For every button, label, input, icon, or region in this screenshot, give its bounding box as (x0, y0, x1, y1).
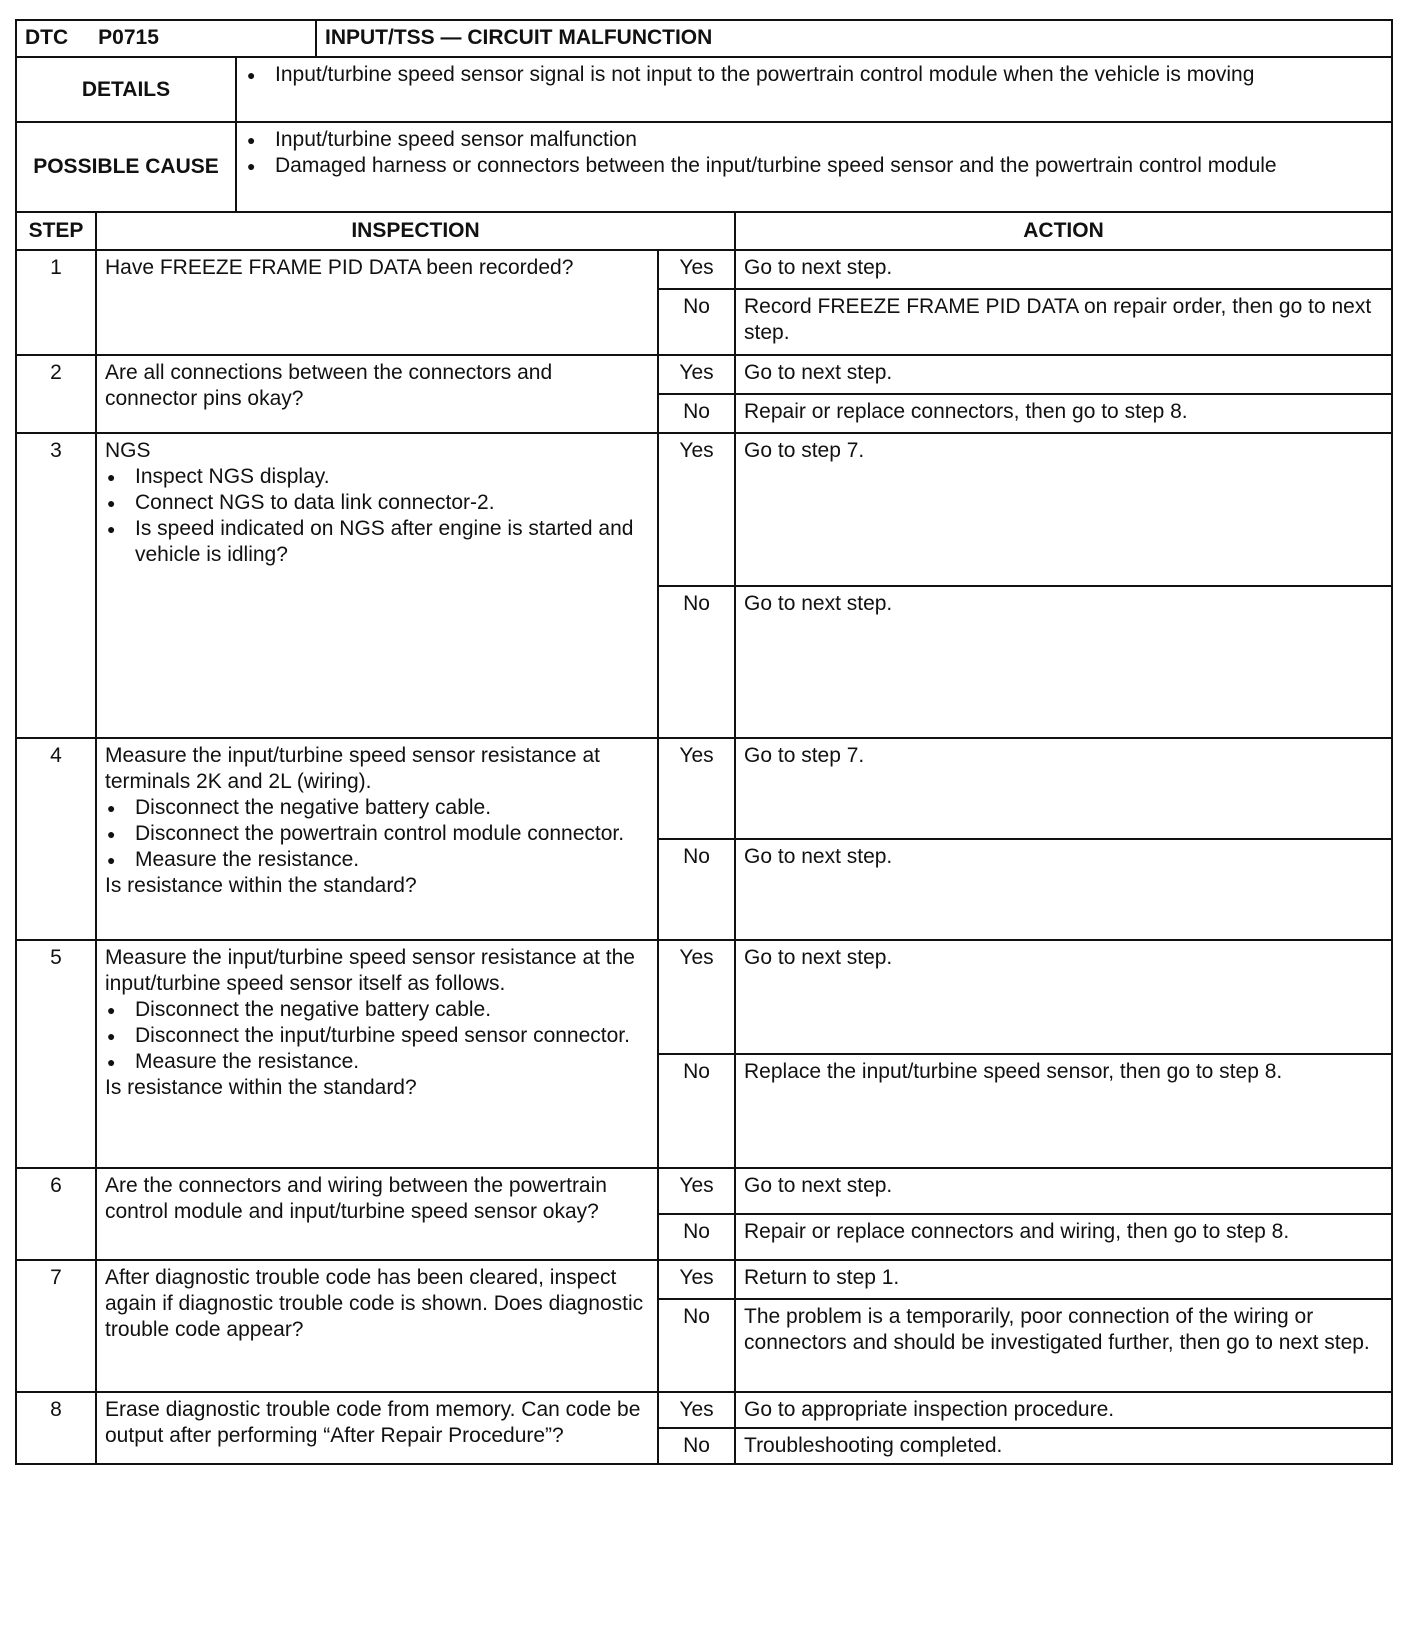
inspection-intro: NGS (105, 439, 151, 462)
inspection-subbullet: ● Connect NGS to data link connector-2. (105, 490, 649, 516)
inspection-cell (96, 1168, 658, 1260)
inspection-question: Is resistance within the standard? (105, 874, 417, 897)
step-number: 7 (16, 1260, 96, 1392)
yes-label: Yes (658, 433, 735, 586)
yes-action: Go to step 7. (735, 433, 1392, 586)
step-number: 8 (16, 1392, 96, 1464)
inspection-intro: Measure the input/turbine speed sensor resistance at terminals 2K and 2L (wiring). (105, 744, 600, 793)
yes-action: Go to appropriate inspection procedure. (735, 1392, 1392, 1428)
step-number: 4 (16, 738, 96, 940)
dtc-code-cell (16, 20, 316, 57)
no-action: Record FREEZE FRAME PID DATA on repair order, then go to next step. (735, 289, 1392, 355)
inspection-cell (96, 433, 658, 738)
inspection-cell (96, 250, 658, 355)
inspection-question: Is resistance within the standard? (105, 1076, 417, 1099)
no-label: No (658, 289, 735, 355)
yes-action: Go to step 7. (735, 738, 1392, 839)
no-action: The problem is a temporarily, poor connection of the wiring or connectors and should be investigated further, then go to next step. (735, 1299, 1392, 1392)
no-action: Repair or replace connectors, then go to step 8. (735, 394, 1392, 433)
inspection-cell (96, 1392, 658, 1464)
cause-item: ● Input/turbine speed sensor malfunction (245, 127, 1383, 153)
step-row (16, 250, 1392, 289)
yes-action: Go to next step. (735, 1168, 1392, 1214)
col-inspection: INSPECTION (96, 212, 735, 250)
inspection-bullet: ● Disconnect the input/turbine speed sensor connector. (105, 1023, 649, 1049)
steps-table (15, 211, 1393, 1465)
step-row (16, 738, 1392, 839)
yes-action: Return to step 1. (735, 1260, 1392, 1299)
details-label: DETAILS (16, 57, 236, 122)
details-item: ● Input/turbine speed sensor signal is not input to the powertrain control module when the vehicle is moving (245, 62, 1383, 88)
col-step: STEP (16, 212, 96, 250)
inspection-cell (96, 1260, 658, 1392)
yes-action: Go to next step. (735, 250, 1392, 289)
no-action: Go to next step. (735, 839, 1392, 940)
inspection-bullet: ● Measure the resistance. (105, 847, 649, 873)
dtc-label: DTC (25, 26, 69, 49)
inspection-intro: Are all connections between the connectors and connector pins okay? (105, 361, 553, 410)
yes-label: Yes (658, 1392, 735, 1428)
step-row (16, 1392, 1392, 1428)
step-number: 6 (16, 1168, 96, 1260)
step-row (16, 433, 1392, 586)
no-action: Go to next step. (735, 586, 1392, 738)
possible-cause-content (236, 122, 1392, 212)
inspection-intro: Erase diagnostic trouble code from memory. Can code be output after performing “After Repair Procedure”? (105, 1398, 641, 1447)
no-label: No (658, 394, 735, 433)
step-number: 1 (16, 250, 96, 355)
dtc-code: P0715 (98, 26, 159, 49)
inspection-bullet: ● Measure the resistance. (105, 1049, 649, 1075)
inspection-bullet: ● Disconnect the powertrain control module connector. (105, 821, 649, 847)
no-action: Replace the input/turbine speed sensor, then go to step 8. (735, 1054, 1392, 1168)
dtc-title: INPUT/TSS — CIRCUIT MALFUNCTION (316, 20, 1392, 57)
yes-label: Yes (658, 1168, 735, 1214)
yes-action: Go to next step. (735, 940, 1392, 1054)
inspection-intro: After diagnostic trouble code has been cleared, inspect again if diagnostic trouble code is shown. Does diagnostic trouble code appear? (105, 1266, 644, 1341)
inspection-cell (96, 738, 658, 940)
step-row (16, 940, 1392, 1054)
yes-action: Go to next step. (735, 355, 1392, 394)
yes-label: Yes (658, 250, 735, 289)
yes-label: Yes (658, 940, 735, 1054)
step-row (16, 1168, 1392, 1214)
possible-cause-label: POSSIBLE CAUSE (16, 122, 236, 212)
inspection-bullet: ● Disconnect the negative battery cable. (105, 997, 649, 1023)
inspection-intro: Measure the input/turbine speed sensor resistance at the input/turbine speed sensor itself as follows. (105, 946, 635, 995)
inspection-intro: Have FREEZE FRAME PID DATA been recorded? (105, 256, 574, 279)
inspection-cell (96, 940, 658, 1168)
dtc-header-table (15, 19, 1393, 213)
no-label: No (658, 1428, 735, 1464)
step-number: 2 (16, 355, 96, 433)
details-content (236, 57, 1392, 122)
no-label: No (658, 839, 735, 940)
step-number: 3 (16, 433, 96, 738)
step-row (16, 355, 1392, 394)
col-action: ACTION (735, 212, 1392, 250)
cause-item: ● Damaged harness or connectors between the input/turbine speed sensor and the powertrain control module (245, 153, 1383, 179)
yes-label: Yes (658, 738, 735, 839)
inspection-bullet: ● Disconnect the negative battery cable. (105, 795, 649, 821)
no-label: No (658, 1299, 735, 1392)
no-label: No (658, 1214, 735, 1260)
step-row (16, 1260, 1392, 1299)
step-number: 5 (16, 940, 96, 1168)
no-label: No (658, 1054, 735, 1168)
no-action: Repair or replace connectors and wiring, then go to step 8. (735, 1214, 1392, 1260)
no-action: Troubleshooting completed. (735, 1428, 1392, 1464)
yes-label: Yes (658, 355, 735, 394)
no-label: No (658, 586, 735, 738)
yes-label: Yes (658, 1260, 735, 1299)
inspection-subbullet: ● Is speed indicated on NGS after engine is started and vehicle is idling? (105, 516, 649, 568)
inspection-bullet: ● Inspect NGS display. (105, 464, 649, 490)
inspection-intro: Are the connectors and wiring between the powertrain control module and input/turbine speed sensor okay? (105, 1174, 607, 1223)
inspection-cell (96, 355, 658, 433)
